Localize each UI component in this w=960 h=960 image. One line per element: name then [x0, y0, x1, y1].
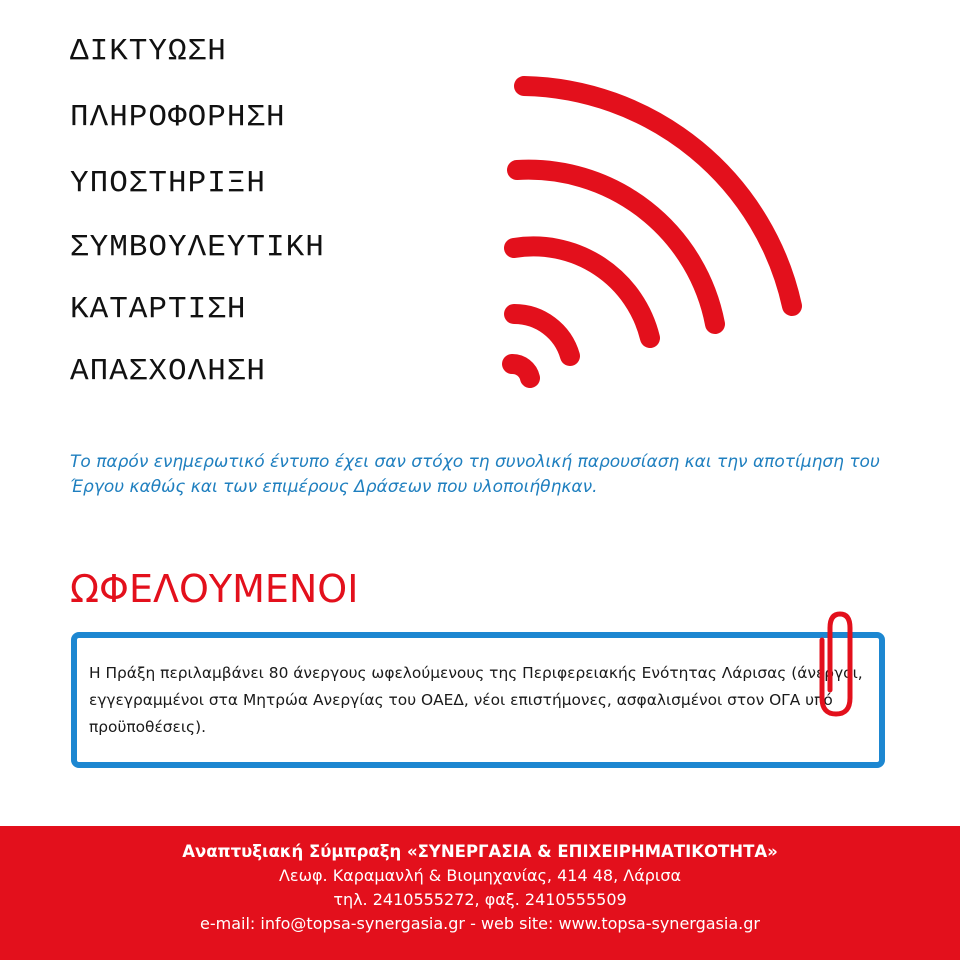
- keyword-support: ΥΠΟΣΤΗΡΙΞΗ: [70, 166, 267, 201]
- keyword-networking: ΔΙΚΤΥΩΣΗ: [70, 34, 227, 69]
- signal-arc-2: [514, 314, 570, 356]
- beneficiaries-text: Η Πράξη περιλαμβάνει 80 άνεργους ωφελούμενους της Περιφερειακής Ενότητας Λάρισας (άνεργοι, εγγεγραμμένοι στα Μητρώα Ανεργίας του ΟΑΕΔ, νέοι επιστήμονες, ασφαλισμένοι στον ΟΓΑ υπό προϋποθέσεις).: [89, 664, 863, 736]
- intro-text: Το παρόν ενημερωτικό έντυπο έχει σαν στόχο τη συνολική παρουσίαση και την αποτίμηση του Έργου καθώς και των επιμέρους Δράσεων που υλοποιήθηκαν.: [70, 452, 880, 497]
- section-title-beneficiaries: ΩΦΕΛΟΥΜΕΝΟΙ: [70, 567, 359, 611]
- beneficiaries-box: [71, 632, 885, 768]
- footer-organization: Αναπτυξιακή Σύμπραξη «ΣΥΝΕΡΓΑΣΙΑ & ΕΠΙΧΕΙΡΗΜΑΤΙΚΟΤΗΤΑ»: [182, 842, 778, 861]
- signal-arc-4: [517, 170, 715, 324]
- keyword-information: ΠΛΗΡΟΦΟΡΗΣΗ: [70, 100, 286, 135]
- signal-arc-1: [512, 364, 530, 378]
- keyword-training: ΚΑΤΑΡΤΙΣΗ: [70, 292, 247, 327]
- footer-phone: τηλ. 2410555272, φαξ. 2410555509: [333, 890, 627, 909]
- keyword-counseling: ΣΥΜΒΟΥΛΕΥΤΙΚΗ: [70, 230, 325, 265]
- footer-address: Λεωφ. Καραμανλή & Βιομηχανίας, 414 48, Λάρισα: [278, 866, 682, 885]
- signal-arc-5: [524, 86, 792, 306]
- footer-email-website: e-mail: info@topsa-synergasia.gr - web site: www.topsa-synergasia.gr: [200, 914, 760, 933]
- footer-contact-bar: [0, 826, 960, 960]
- keyword-employment: ΑΠΑΣΧΟΛΗΣΗ: [70, 354, 267, 389]
- signal-arc-3: [514, 246, 650, 338]
